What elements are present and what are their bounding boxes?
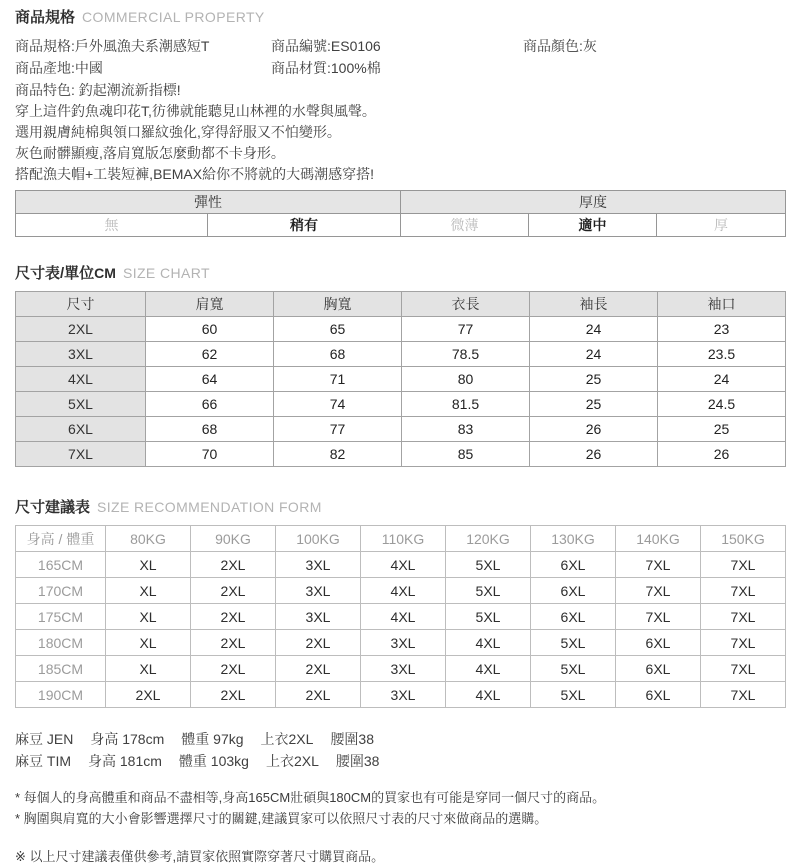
size_chart-head bbox=[16, 292, 786, 317]
size_chart-body bbox=[16, 317, 786, 467]
fabric-option: 無 bbox=[16, 214, 208, 237]
size-chart-title-zh: 尺寸表/單位 bbox=[15, 265, 95, 282]
size_recommendation-cell: 5XL bbox=[531, 682, 616, 708]
info-line bbox=[15, 79, 785, 101]
model-attribute: 身高 178cm bbox=[90, 731, 165, 747]
size_chart-row-header: 6XL bbox=[16, 417, 146, 442]
size-chart-unit: CM bbox=[94, 265, 116, 281]
model-line bbox=[15, 728, 785, 750]
footnote-line: * 每個人的身高體重和商品不盡相等,身高165CM壯碩與180CM的買家也有可能是穿同一個尺寸的商品。 bbox=[15, 790, 606, 805]
size_chart-cell: 24.5 bbox=[658, 392, 786, 417]
size_chart-cell: 80 bbox=[402, 367, 530, 392]
size_chart-cell: 70 bbox=[146, 442, 274, 467]
size_recommendation-row-header: 185CM bbox=[16, 656, 106, 682]
size_chart-cell: 83 bbox=[402, 417, 530, 442]
size_recommendation-cell: 3XL bbox=[276, 578, 361, 604]
size_recommendation-row bbox=[16, 630, 786, 656]
size_recommendation-cell: 7XL bbox=[701, 578, 786, 604]
size_recommendation-cell: 2XL bbox=[191, 656, 276, 682]
model-attribute: 腰圍38 bbox=[335, 753, 380, 769]
size_chart-row bbox=[16, 317, 786, 342]
size_recommendation-cell: 2XL bbox=[191, 604, 276, 630]
size_recommendation-cell: XL bbox=[106, 552, 191, 578]
size_chart-cell: 24 bbox=[658, 367, 786, 392]
size_recommendation-column-header: 80KG bbox=[106, 526, 191, 552]
size_chart-cell: 71 bbox=[274, 367, 402, 392]
description-line: 穿上這件釣魚魂印花T,彷彿就能聽見山林裡的水聲與風聲。 bbox=[15, 103, 376, 119]
size_recommendation-cell: 3XL bbox=[361, 682, 446, 708]
size_chart-row-header: 7XL bbox=[16, 442, 146, 467]
size_chart-column-header: 袖口 bbox=[658, 292, 786, 317]
size_recommendation-cell: 2XL bbox=[191, 552, 276, 578]
size_recommendation-cell: 4XL bbox=[361, 604, 446, 630]
size-recommendation-title-zh: 尺寸建議表 bbox=[15, 499, 91, 516]
size_chart-cell: 85 bbox=[402, 442, 530, 467]
size_recommendation-column-header: 90KG bbox=[191, 526, 276, 552]
size_chart-column-header: 袖長 bbox=[530, 292, 658, 317]
footnote-line: * 胸圍與肩寬的大小會影響選擇尺寸的關鍵,建議買家可以依照尺寸表的尺寸來做商品的選購。 bbox=[15, 811, 548, 826]
size_chart-column-header: 肩寬 bbox=[146, 292, 274, 317]
size_chart-row bbox=[16, 392, 786, 417]
model-attribute: 麻豆 JEN bbox=[15, 731, 74, 747]
size_recommendation-cell: 2XL bbox=[276, 682, 361, 708]
size_chart-row-header: 4XL bbox=[16, 367, 146, 392]
size_recommendation-cell: 3XL bbox=[276, 604, 361, 630]
size_chart-cell: 23 bbox=[658, 317, 786, 342]
info-field bbox=[523, 57, 785, 79]
size_chart-cell: 24 bbox=[530, 317, 658, 342]
size_recommendation-cell: 5XL bbox=[446, 552, 531, 578]
size_recommendation-body bbox=[16, 552, 786, 708]
model-line bbox=[15, 750, 785, 772]
fabric-option: 適中 bbox=[529, 214, 657, 237]
product-info-lines bbox=[15, 35, 785, 101]
size_chart-column-header: 尺寸 bbox=[16, 292, 146, 317]
size_recommendation-row bbox=[16, 552, 786, 578]
size-recommendation-title-en: SIZE RECOMMENDATION FORM bbox=[97, 499, 322, 515]
size_recommendation-cell: 4XL bbox=[446, 656, 531, 682]
size_chart-cell: 62 bbox=[146, 342, 274, 367]
fabric-option: 微薄 bbox=[401, 214, 529, 237]
size_recommendation-cell: 5XL bbox=[446, 578, 531, 604]
model-attribute: 身高 181cm bbox=[88, 753, 162, 769]
size_chart-row bbox=[16, 442, 786, 467]
size_chart-row-header: 3XL bbox=[16, 342, 146, 367]
size_recommendation-column-header: 身高 / 體重 bbox=[16, 526, 106, 552]
info-field: 商品顏色:灰 bbox=[523, 38, 597, 54]
size_chart-row bbox=[16, 367, 786, 392]
size_recommendation-cell: 4XL bbox=[361, 552, 446, 578]
description-line: 灰色耐髒顯瘦,落肩寬版怎麼動都不卡身形。 bbox=[15, 145, 285, 161]
size-chart-title-en: SIZE CHART bbox=[122, 265, 210, 281]
size_recommendation-cell: XL bbox=[106, 656, 191, 682]
size_recommendation-cell: 4XL bbox=[361, 578, 446, 604]
size_chart-cell: 77 bbox=[274, 417, 402, 442]
size_chart-row bbox=[16, 342, 786, 367]
size_recommendation-row bbox=[16, 682, 786, 708]
fabric-header-row bbox=[16, 191, 786, 214]
size_chart-cell: 68 bbox=[274, 342, 402, 367]
size_chart-cell: 25 bbox=[530, 392, 658, 417]
size_recommendation-row bbox=[16, 578, 786, 604]
size_recommendation-cell: 7XL bbox=[701, 656, 786, 682]
size_chart-cell: 26 bbox=[658, 442, 786, 467]
size_recommendation-column-header: 100KG bbox=[276, 526, 361, 552]
size-recommendation-title bbox=[15, 496, 785, 519]
product-description bbox=[15, 101, 785, 185]
size_chart-column-header: 衣長 bbox=[402, 292, 530, 317]
size_recommendation-cell: 5XL bbox=[531, 630, 616, 656]
size_recommendation-cell: 7XL bbox=[616, 604, 701, 630]
size_recommendation-column-header: 120KG bbox=[446, 526, 531, 552]
size_recommendation-cell: 7XL bbox=[616, 578, 701, 604]
info-field: 商品編號:ES0106 bbox=[271, 38, 381, 54]
description-line: 選用親膚純棉與領口羅紋強化,穿得舒服又不怕變形。 bbox=[15, 124, 341, 140]
final-note: ※ 以上尺寸建議表僅供參考,請買家依照實際穿著尺寸購買商品。 bbox=[15, 849, 385, 864]
size_recommendation-row bbox=[16, 604, 786, 630]
size_chart-cell: 82 bbox=[274, 442, 402, 467]
size_chart-row bbox=[16, 417, 786, 442]
size_chart-cell: 24 bbox=[530, 342, 658, 367]
size_recommendation-row-header: 170CM bbox=[16, 578, 106, 604]
size-recommendation-table bbox=[15, 525, 786, 708]
info-field: 商品規格:戶外風漁夫系潮感短T bbox=[15, 38, 210, 54]
footnotes bbox=[15, 787, 785, 829]
size_recommendation-cell: 5XL bbox=[446, 604, 531, 630]
size_recommendation-row-header: 190CM bbox=[16, 682, 106, 708]
size_chart-cell: 77 bbox=[402, 317, 530, 342]
size_chart-cell: 78.5 bbox=[402, 342, 530, 367]
size_recommendation-cell: XL bbox=[106, 630, 191, 656]
commercial-property-title-en: COMMERCIAL PROPERTY bbox=[82, 9, 265, 25]
info-field: 商品特色: 釣起潮流新指標! bbox=[15, 82, 181, 98]
size_recommendation-head bbox=[16, 526, 786, 552]
size_chart-row-header: 5XL bbox=[16, 392, 146, 417]
size_recommendation-cell: 2XL bbox=[276, 630, 361, 656]
size_recommendation-row-header: 175CM bbox=[16, 604, 106, 630]
size_recommendation-column-header: 110KG bbox=[361, 526, 446, 552]
size_chart-cell: 60 bbox=[146, 317, 274, 342]
size_chart-cell: 25 bbox=[658, 417, 786, 442]
size_recommendation-cell: XL bbox=[106, 604, 191, 630]
size_chart-column-header: 胸寬 bbox=[274, 292, 402, 317]
size_chart-header-row bbox=[16, 292, 786, 317]
size_recommendation-cell: 2XL bbox=[276, 656, 361, 682]
size_chart-cell: 74 bbox=[274, 392, 402, 417]
size_chart-cell: 68 bbox=[146, 417, 274, 442]
model-attribute: 體重 103kg bbox=[178, 753, 249, 769]
size_chart-cell: 26 bbox=[530, 417, 658, 442]
size_recommendation-row-header: 165CM bbox=[16, 552, 106, 578]
size_recommendation-column-header: 140KG bbox=[616, 526, 701, 552]
fabric-option: 稍有 bbox=[208, 214, 401, 237]
size_chart-cell: 65 bbox=[274, 317, 402, 342]
size_recommendation-row bbox=[16, 656, 786, 682]
size_recommendation-cell: 6XL bbox=[616, 682, 701, 708]
info-field: 商品材質:100%棉 bbox=[271, 60, 381, 76]
info-field bbox=[523, 79, 785, 101]
size_recommendation-cell: 7XL bbox=[616, 552, 701, 578]
model-attribute: 體重 97kg bbox=[181, 731, 244, 747]
size_recommendation-cell: 7XL bbox=[701, 604, 786, 630]
size_recommendation-cell: 7XL bbox=[701, 682, 786, 708]
size_recommendation-cell: 4XL bbox=[446, 682, 531, 708]
model-attribute: 上衣2XL bbox=[265, 753, 319, 769]
size_chart-cell: 66 bbox=[146, 392, 274, 417]
size_recommendation-row-header: 180CM bbox=[16, 630, 106, 656]
model-attribute: 麻豆 TIM bbox=[15, 753, 71, 769]
size_recommendation-cell: 2XL bbox=[191, 578, 276, 604]
fabric-body bbox=[16, 214, 786, 237]
size_recommendation-column-header: 130KG bbox=[531, 526, 616, 552]
size-chart-title bbox=[15, 262, 785, 285]
info-line bbox=[15, 35, 785, 57]
fabric-property-table bbox=[15, 190, 786, 237]
size_chart-cell: 81.5 bbox=[402, 392, 530, 417]
info-line bbox=[15, 57, 785, 79]
fabric-option: 厚 bbox=[657, 214, 786, 237]
fabric-options-row bbox=[16, 214, 786, 237]
model-attribute: 上衣2XL bbox=[260, 731, 314, 747]
fabric-head bbox=[16, 191, 786, 214]
size_recommendation-column-header: 150KG bbox=[701, 526, 786, 552]
info-field bbox=[271, 79, 523, 101]
size-chart-table bbox=[15, 291, 786, 467]
fabric-group-label: 厚度 bbox=[401, 191, 786, 214]
size_chart-cell: 23.5 bbox=[658, 342, 786, 367]
size_recommendation-cell: 6XL bbox=[616, 656, 701, 682]
description-line: 搭配漁夫帽+工裝短褲,BEMAX給你不將就的大碼潮感穿搭! bbox=[15, 166, 374, 182]
size_recommendation-cell: 2XL bbox=[191, 630, 276, 656]
commercial-property-title-zh: 商品規格 bbox=[15, 9, 76, 26]
size_recommendation-cell: XL bbox=[106, 578, 191, 604]
size_recommendation-cell: 7XL bbox=[701, 630, 786, 656]
size_recommendation-cell: 7XL bbox=[701, 552, 786, 578]
size_chart-row-header: 2XL bbox=[16, 317, 146, 342]
size_recommendation-cell: 6XL bbox=[616, 630, 701, 656]
size_recommendation-cell: 5XL bbox=[531, 656, 616, 682]
size_recommendation-cell: 6XL bbox=[531, 578, 616, 604]
info-field: 商品產地:中國 bbox=[15, 60, 103, 76]
model-attribute: 腰圍38 bbox=[330, 731, 375, 747]
model-info bbox=[15, 728, 785, 772]
size_chart-cell: 64 bbox=[146, 367, 274, 392]
size_recommendation-header-row bbox=[16, 526, 786, 552]
fabric-group-label: 彈性 bbox=[16, 191, 401, 214]
commercial-property-title bbox=[15, 6, 785, 29]
size_chart-cell: 26 bbox=[530, 442, 658, 467]
size_recommendation-cell: 6XL bbox=[531, 552, 616, 578]
size_chart-cell: 25 bbox=[530, 367, 658, 392]
size_recommendation-cell: 2XL bbox=[191, 682, 276, 708]
size_recommendation-cell: 2XL bbox=[106, 682, 191, 708]
size_recommendation-cell: 3XL bbox=[276, 552, 361, 578]
size_recommendation-cell: 3XL bbox=[361, 630, 446, 656]
size_recommendation-cell: 3XL bbox=[361, 656, 446, 682]
size_recommendation-cell: 4XL bbox=[446, 630, 531, 656]
size_recommendation-cell: 6XL bbox=[531, 604, 616, 630]
